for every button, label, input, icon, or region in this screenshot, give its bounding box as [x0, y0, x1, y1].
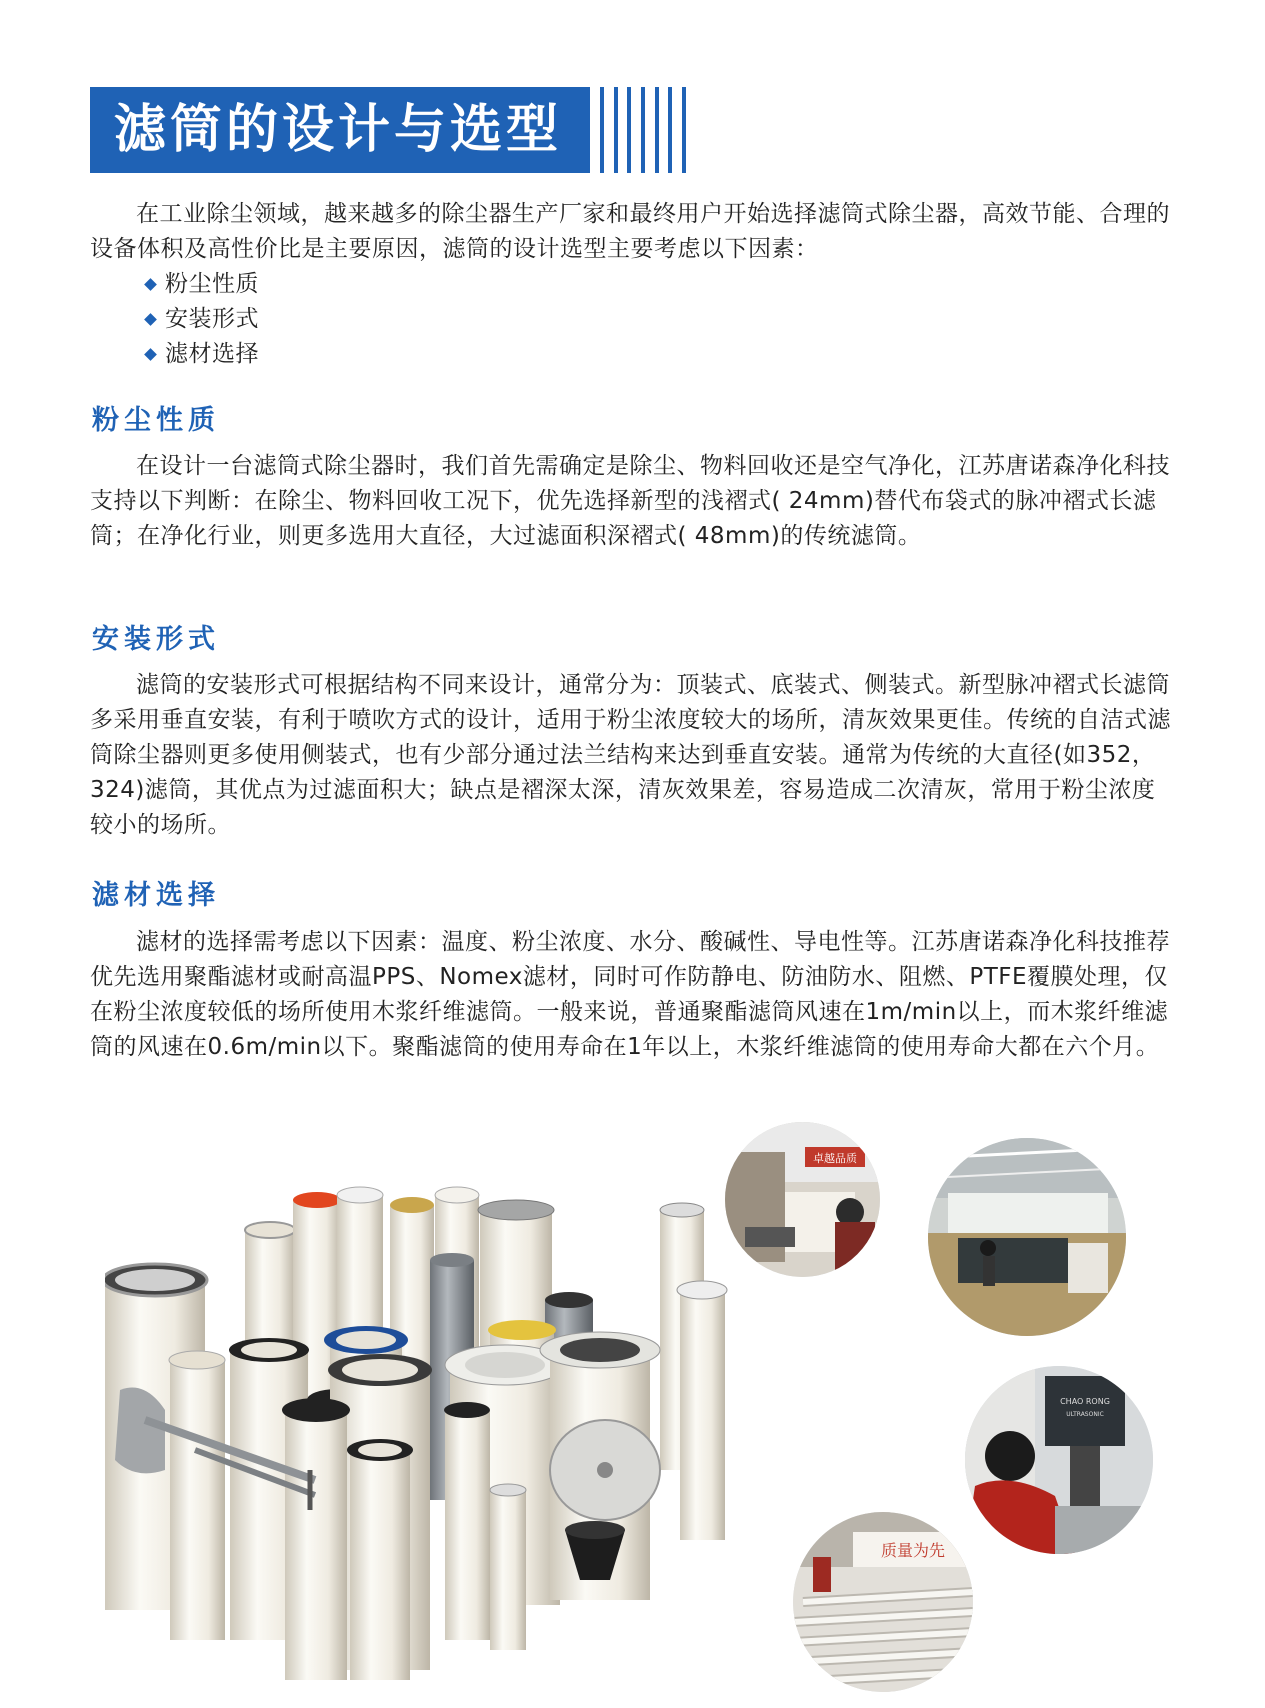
intro-block: [90, 197, 1175, 372]
filter-cartridges-image: [105, 1150, 755, 1690]
title-stripes-decoration: [600, 87, 686, 173]
list-item-label: 粉尘性质: [165, 271, 259, 297]
factor-list: [90, 267, 1175, 372]
diamond-bullet-icon: [144, 278, 157, 291]
list-item-label: 滤材选择: [165, 341, 259, 367]
list-item: [146, 302, 1175, 337]
factory-photo-workshop: [928, 1138, 1126, 1336]
section-body-installation: [90, 668, 1175, 843]
section-body-media: [90, 925, 1175, 1065]
list-item-label: 安装形式: [165, 306, 259, 332]
factory-photo-sewing-image: [725, 1122, 880, 1277]
section-body-dust: [90, 449, 1175, 554]
factory-photo-filters-rack: [793, 1512, 973, 1692]
diamond-bullet-icon: [144, 348, 157, 361]
machine-model-text: ULTRASONIC: [1066, 1411, 1104, 1418]
diamond-bullet-icon: [144, 313, 157, 326]
factory-banner-2-text: 质量为先: [880, 1541, 946, 1560]
section-paragraph: 滤材的选择需考虑以下因素：温度、粉尘浓度、水分、酸碱性、导电性等。江苏唐诺森净化科技推荐优先选用聚酯滤材或耐高温PPS、Nomex滤材，同时可作防静电、防油防水、阻燃、PTFE覆膜处理，仅在粉尘浓度较低的场所使用木浆纤维滤筒。一般来说，普通聚酯滤筒风速在1m/min以上，而木浆纤维滤筒的风速在0.6m/min以下。聚酯滤筒的使用寿命在1年以上，木浆纤维滤筒的使用寿命大都在六个月。: [90, 929, 1170, 1060]
factory-photo-ultrasonic-image: [965, 1366, 1153, 1554]
machine-brand-text: CHAO RONG: [1060, 1397, 1110, 1406]
factory-photo-workshop-image: [928, 1138, 1126, 1336]
title-banner: [90, 87, 590, 173]
section-paragraph: 滤筒的安装形式可根据结构不同来设计，通常分为：顶装式、底装式、侧装式。新型脉冲褶式长滤筒多采用垂直安装，有利于喷吹方式的设计，适用于粉尘浓度较大的场所，清灰效果更佳。传统的自洁式滤筒除尘器则更多使用侧装式，也有少部分通过法兰结构来达到垂直安装。通常为传统的大直径(如352，324)滤筒，其优点为过滤面积大；缺点是褶深太深，清灰效果差，容易造成二次清灰，常用于粉尘浓度较小的场所。: [90, 672, 1171, 838]
page-title: 滤筒的设计与选型: [114, 99, 563, 160]
factory-photo-filters-rack-image: [793, 1512, 973, 1692]
section-heading-installation: 安装形式: [92, 624, 220, 655]
section-heading-media: 滤材选择: [92, 880, 220, 911]
section-paragraph: 在设计一台滤筒式除尘器时，我们首先需确定是除尘、物料回收还是空气净化，江苏唐诺森净化科技支持以下判断：在除尘、物料回收工况下，优先选择新型的浅褶式( 24mm)替代布袋式的脉冲褶式长滤筒；在净化行业，则更多选用大直径，大过滤面积深褶式( 48mm)的传统滤筒。: [90, 453, 1170, 549]
factory-photo-ultrasonic: [965, 1366, 1153, 1554]
list-item: [146, 267, 1175, 302]
factory-banner-1-text: 卓越品质: [813, 1152, 857, 1165]
intro-paragraph: 在工业除尘领域，越来越多的除尘器生产厂家和最终用户开始选择滤筒式除尘器，高效节能、合理的设备体积及高性价比是主要原因，滤筒的设计选型主要考虑以下因素：: [90, 201, 1170, 262]
factory-photo-sewing: [725, 1122, 880, 1277]
section-heading-dust: 粉尘性质: [92, 405, 220, 436]
list-item: [146, 337, 1175, 372]
